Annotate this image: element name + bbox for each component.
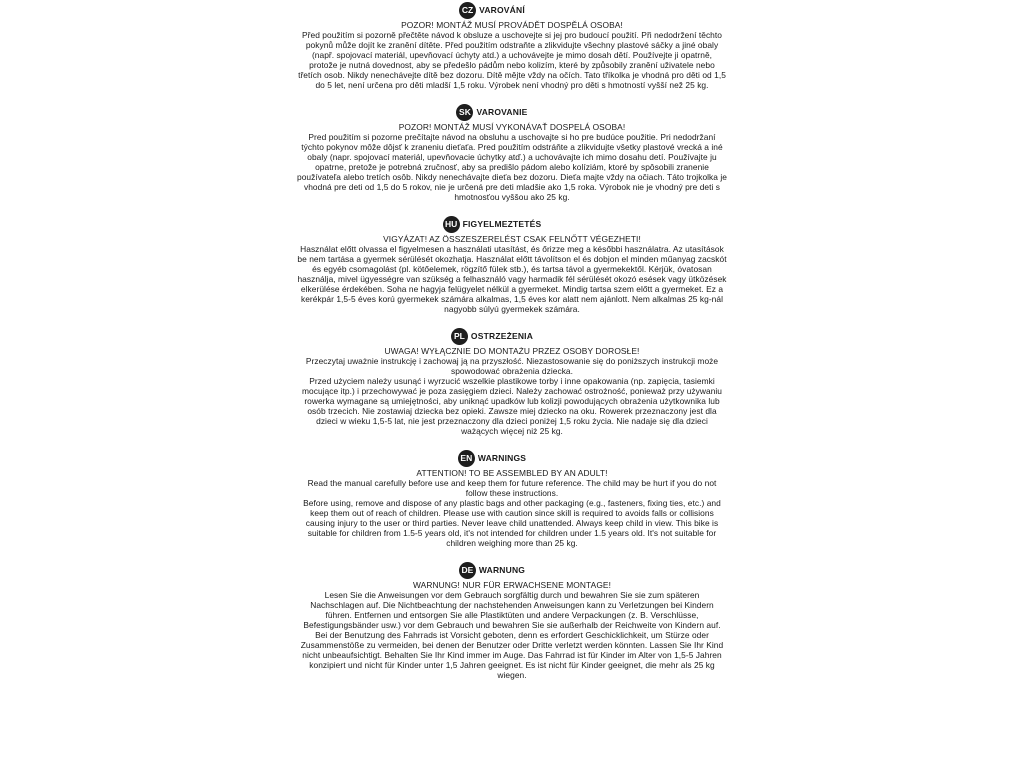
- section-paragraph: Před použitím si pozorně přečtěte návod k obsluze a uschovejte si jej pro budoucí použití. Při nedodržení těchto pokynů může dojít ke zranění dítěte. Před použitím odstraňte a zlikvidujte všechny plastové sáčky a jiné obaly (např. spojovací materiál, upevňovací úchyty atd.) a uchovávejte je mimo dosah dětí. Používejte ji opatrně, protože je nutná dovednost, aby se předešlo pádům nebo kolizím, které by způsobily zranění uživatele nebo třetích osob. Nikdy nenechávejte dítě bez dozoru. Dítě mějte vždy na očích. Tato tříkolka je vhodná pro děti od 1,5 do 5 let, není určena pro děti mladší 1,5 roku. Výrobek není vhodný pro děti s hmotností vyšší než 25 kg.: [298, 30, 726, 90]
- section-header: [257, 328, 727, 344]
- section-headline: WARNUNG! NUR FÜR ERWACHSENE MONTAGE!: [412, 580, 612, 590]
- section-paragraph: Przeczytaj uważnie instrukcję i zachowaj ją na przyszłość. Niezastosowanie się do poniższych instrukcji może spowodować obrażenia dziecka.: [305, 356, 719, 376]
- section-paragraph: Lesen Sie die Anweisungen vor dem Gebrauch sorgfältig durch und bewahren Sie sie zum späteren Nachschlagen auf. Die Nichtbeachtung der nachstehenden Anweisungen kann zu Verletzungen bei Kindern führen. Entfernen und entsorgen Sie alle Plastiktüten und andere Verpackungen (z. B. Verschlüsse, Befestigungsbänder usw.) vor dem Gebrauch und bewahren Sie sie außerhalb der Reichweite von Kindern auf. Bei der Benutzung des Fahrrads ist Vorsicht geboten, denn es erfordert Geschicklichkeit, um Stürze oder Zusammenstöße zu vermeiden, bei denen der Benutzer oder Dritte verletzt werden könnten. Lassen Sie Ihr Kind nicht unbeaufsichtigt. Behalten Sie Ihr Kind immer im Auge. Das Fahrrad ist für Kinder im Alter von 1,5-5 Jahren konzipiert und nicht für Kinder unter 1,5 Jahren geeignet. Es ist nicht für Kinder geeignet, die mehr als 25 kg wiegen.: [300, 590, 724, 680]
- section-paragraph: Przed użyciem należy usunąć i wyrzucić wszelkie plastikowe torby i inne opakowania (np. zapięcia, tasiemki mocujące itp.) i przechowywać je poza zasięgiem dzieci. Należy zachować ostrożność, ponieważ przy używaniu rowerka wymagane są umiejętności, aby uniknąć upadków lub kolizji powodujących obrażenia użytkownika lub osób trzecich. Nie zostawiaj dziecka bez opieki. Zawsze miej dziecko na oku. Rowerek przeznaczony jest dla dzieci w wieku 1,5-5 lat, nie jest przeznaczony dla dzieci poniżej 1,5 roku życia. Nie nadaje się dla dzieci ważących więcej niż 25 kg.: [301, 376, 723, 436]
- section-headline: UWAGA! WYŁĄCZNIE DO MONTAŻU PRZEZ OSOBY DOROSŁE!: [384, 346, 640, 356]
- section-header: [257, 104, 727, 120]
- section-title: VAROVÁNÍ: [479, 5, 525, 15]
- section-headline: ATTENTION! TO BE ASSEMBLED BY AN ADULT!: [416, 468, 608, 478]
- warnings-document: [297, 2, 727, 694]
- section-header: [257, 216, 727, 232]
- language-badge-icon: CZ: [459, 2, 476, 19]
- section-headline: POZOR! MONTÁŽ MUSÍ VYKONÁVAŤ DOSPELÁ OSOBA!: [398, 122, 626, 132]
- language-badge-icon: PL: [451, 328, 468, 345]
- warning-section-hu: [297, 216, 727, 314]
- section-header: [257, 562, 727, 578]
- warning-section-sk: [297, 104, 727, 202]
- section-headline: POZOR! MONTÁŽ MUSÍ PROVÁDĚT DOSPĚLÁ OSOBA!: [401, 20, 623, 30]
- section-title: FIGYELMEZTETÉS: [462, 219, 542, 229]
- warning-section-en: [297, 450, 727, 548]
- warning-section-de: [297, 562, 727, 680]
- language-badge-icon: SK: [456, 104, 473, 121]
- language-badge-icon: EN: [458, 450, 475, 467]
- warning-section-cz: [297, 2, 727, 90]
- section-title: VAROVANIE: [476, 107, 528, 117]
- section-header: [257, 450, 727, 466]
- section-header: [257, 2, 727, 18]
- section-paragraph: Pred použitím si pozorne prečítajte návod na obsluhu a uschovajte si ho pre budúce použitie. Pri nedodržaní týchto pokynov môže dôjsť k zraneniu dieťaťa. Pred použitím odstráňte a zlikvidujte všetky plastové vrecká a iné obaly (napr. spojovací materiál, upevňovacie úchytky atď.) a uchovávajte ich mimo dosahu detí. Používajte ju opatrne, pretože je potrebná zručnosť, aby sa predišlo pádom alebo kolíziám, ktoré by spôsobili zranenie používateľa alebo tretích osôb. Nikdy nenechávajte dieťa bez dozoru. Dieťa majte vždy na očiach. Táto trojkolka je vhodná pre deti od 1,5 do 5 rokov, nie je určená pre deti mladšie ako 1,5 roka. Výrobok nie je vhodný pre deti s hmotnosťou vyššou ako 25 kg.: [297, 132, 728, 202]
- language-badge-icon: DE: [459, 562, 476, 579]
- section-paragraph: Before using, remove and dispose of any plastic bags and other packaging (e.g., fasteners, fixing ties, etc.) and keep them out of reach of children. Please use with caution since skill is required to avoids falls or collisions causing injury to the user or third parties. Never leave child unattended. Always keep child in view. This bike is suitable for children from 1.5-5 years old, it's not intended for children under 1.5 years old. It's not suitable for children weighing more than 25 kg.: [303, 498, 721, 548]
- section-headline: VIGYÁZAT! AZ ÖSSZESZERELÉST CSAK FELNŐTT VÉGEZHETI!: [383, 234, 641, 244]
- language-badge-icon: HU: [443, 216, 460, 233]
- section-paragraph: Read the manual carefully before use and keep them for future reference. The child may be hurt if you do not follow these instructions.: [307, 478, 717, 498]
- section-title: WARNINGS: [477, 453, 527, 463]
- warning-section-pl: [297, 328, 727, 436]
- section-title: WARNUNG: [478, 565, 526, 575]
- section-paragraph: Használat előtt olvassa el figyelmesen a használati utasítást, és őrizze meg a későbbi használatra. Az utasítások be nem tartása a gyermek sérülését okozhatja. Használat előtt távolítson el és dobjon el minden műanyag zacskót és egyéb csomagolást (pl. kötőelemek, rögzítő fülek stb.), és tartsa távol a gyermekektől. Kérjük, óvatosan használja, mivel ügyességre van szükség a felhasználó vagy harmadik fél sérülését okozó esések vagy ütközések elkerülése érdekében. Soha ne hagyja felügyelet nélkül a gyermeket. Mindig tartsa szem előtt a gyermeket. Ez a kerékpár 1,5-5 éves korú gyermekek számára alkalmas, 1,5 éves kor alatt nem ajánlott. Nem alkalmas 25 kg-nál nagyobb súlyú gyermekek számára.: [297, 244, 727, 314]
- section-title: OSTRZEŻENIA: [470, 331, 534, 341]
